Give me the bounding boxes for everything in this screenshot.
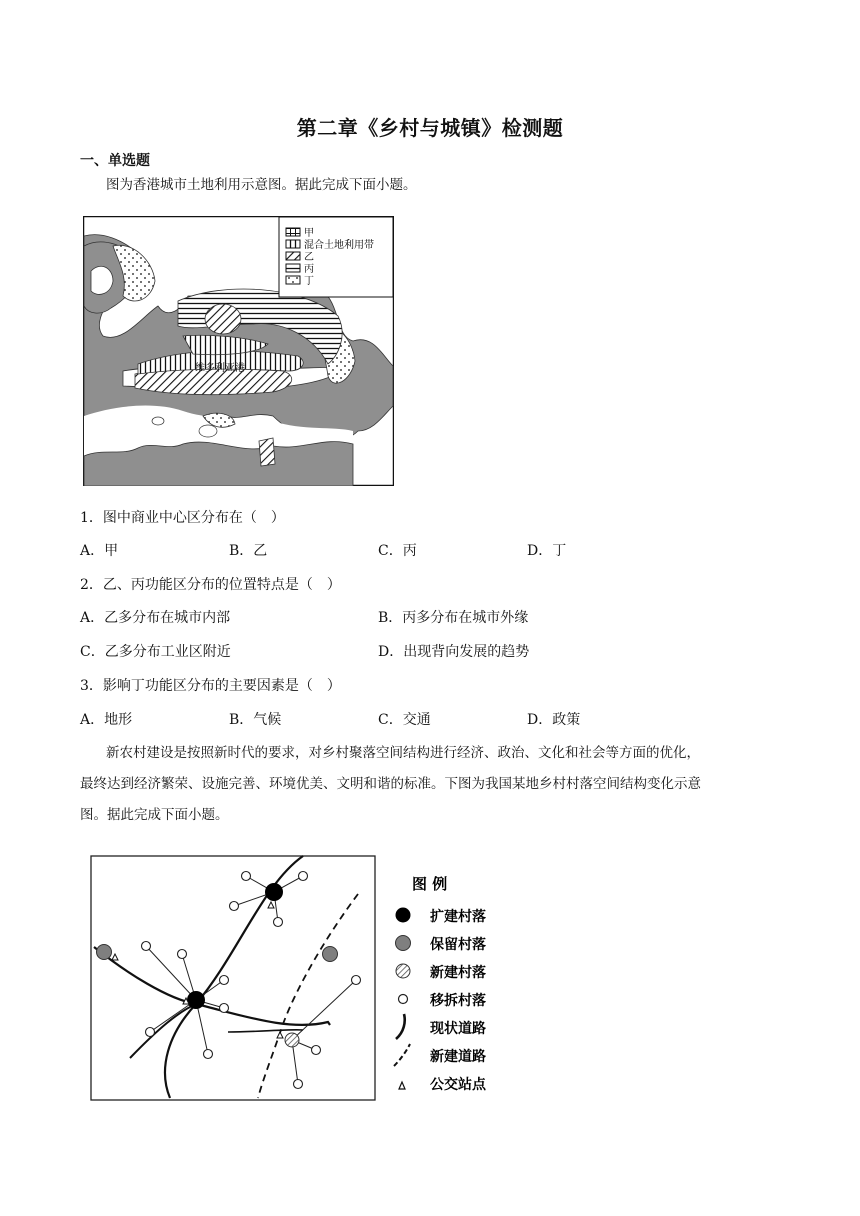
section-heading: 一、单选题	[80, 153, 150, 169]
intro-text-2-line-2: 最终达到经济繁荣、设施完善、环境优美、文明和谐的标准。下图为我国某地乡村村落空间结构变化示意	[80, 776, 701, 792]
harbour-label: 维多利亚港	[195, 363, 245, 374]
map2-legend-label: 移拆村落	[430, 993, 486, 1009]
map2-legend-label: 扩建村落	[430, 909, 486, 925]
map2-legend-label: 保留村落	[430, 937, 486, 953]
question-3-option-a: A．地形	[80, 712, 133, 728]
map2-legend-label: 新建村落	[430, 965, 486, 981]
map1-legend-label: 混合土地利用带	[304, 240, 374, 251]
question-2-option-b: B．丙多分布在城市外缘	[378, 610, 529, 626]
question-1-stem: 1．图中商业中心区分布在（ ）	[80, 510, 285, 526]
map1-legend-label: 丁	[304, 276, 314, 287]
question-2-option-a: A．乙多分布在城市内部	[80, 610, 231, 626]
question-2-option-c: C．乙多分布工业区附近	[80, 644, 231, 660]
question-1-option-a: A．甲	[80, 543, 119, 559]
question-2-option-d: D．出现背向发展的趋势	[378, 644, 530, 660]
intro-text-2-line-1: 新农村建设是按照新时代的要求，对乡村聚落空间结构进行经济、政治、文化和社会等方面的优化，	[106, 745, 700, 761]
map2-legend-label: 现状道路	[430, 1021, 486, 1037]
hong-kong-land-use-map	[83, 216, 394, 486]
map1-legend-label: 乙	[304, 252, 314, 263]
question-3-stem: 3．影响丁功能区分布的主要因素是（ ）	[80, 678, 341, 694]
map2-legend-label: 公交站点	[430, 1077, 486, 1093]
map2-legend-label: 新建道路	[430, 1049, 486, 1065]
map2-legend	[394, 875, 487, 1093]
question-3-option-b: B．气候	[229, 712, 282, 728]
question-1-option-c: C．丙	[378, 543, 417, 559]
question-2-stem: 2．乙、丙功能区分布的位置特点是（ ）	[80, 577, 341, 593]
question-3-option-d: D．政策	[527, 712, 581, 728]
intro-text-2-line-3: 图。据此完成下面小题。	[80, 807, 229, 823]
page-title: 第二章《乡村与城镇》检测题	[296, 116, 564, 140]
intro-text-1: 图为香港城市土地利用示意图。据此完成下面小题。	[106, 177, 417, 193]
question-3-option-c: C．交通	[378, 712, 431, 728]
map1-legend-label: 甲	[304, 228, 314, 239]
map2-legend-title: 图 例	[412, 875, 448, 893]
question-1-option-d: D．丁	[527, 543, 567, 559]
question-1-option-b: B．乙	[229, 543, 268, 559]
map1-legend-label: 丙	[304, 264, 314, 275]
village-structure-map	[88, 854, 508, 1104]
